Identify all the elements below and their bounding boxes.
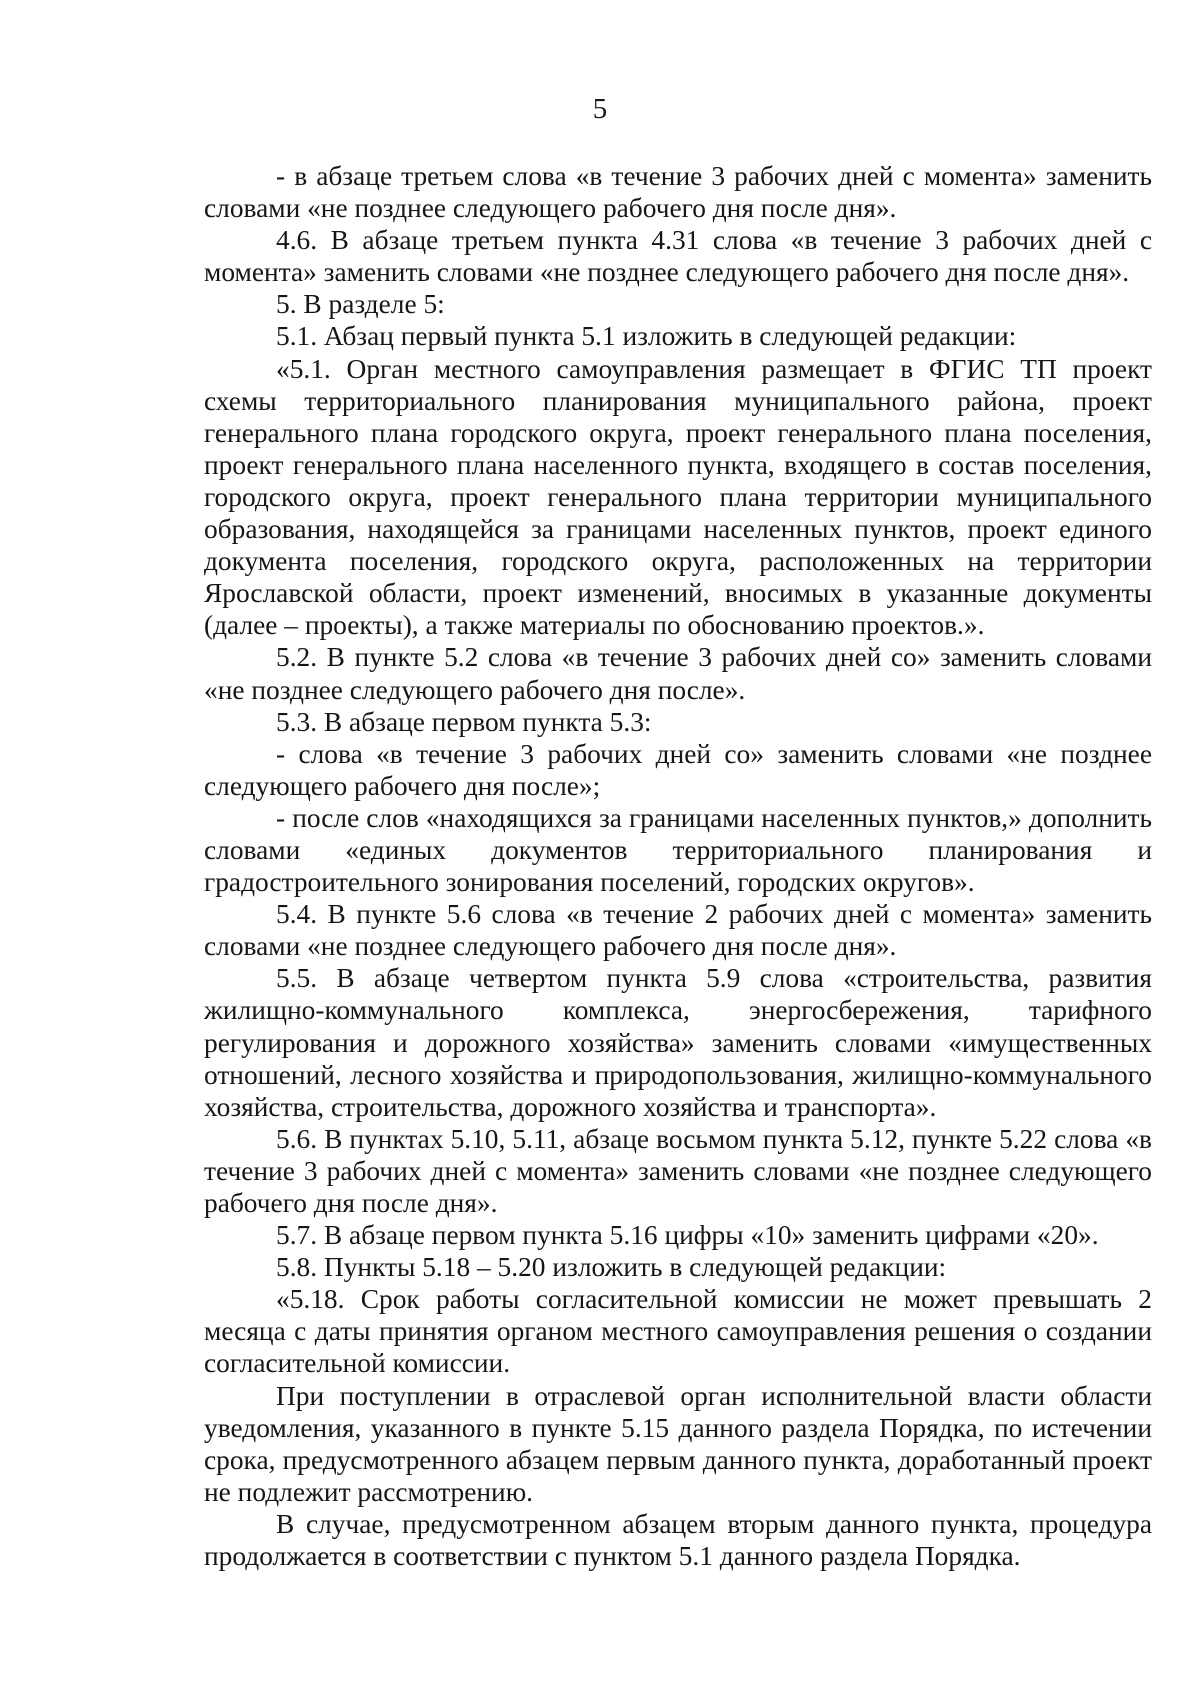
paragraph: 5.4. В пункте 5.6 слова «в течение 2 рабочих дней с момента» заменить словами «не позднее следующего рабочего дня после дня». xyxy=(204,899,1152,962)
paragraph: - в абзаце третьем слова «в течение 3 рабочих дней с момента» заменить словами «не позднее следующего рабочего дня после дня». xyxy=(204,161,1152,224)
paragraph: 5.6. В пунктах 5.10, 5.11, абзаце восьмом пункта 5.12, пункте 5.22 слова «в течение 3 рабочих дней с момента» заменить словами «не позднее следующего рабочего дня после дня». xyxy=(204,1123,1152,1218)
paragraph: «5.1. Орган местного самоуправления размещает в ФГИС ТП проект схемы территориального планирования муниципального района, проект генерального плана городского округа, проект генерального плана поселения, проект генерального плана населенного пункта, входящего в состав поселения, городского округа, проект генерального плана территории муниципального образования, находящейся за границами населенных пунктов, проект единого документа поселения, городского округа, расположенных на территории Ярославской области, проект изменений, вносимых в указанные документы (далее – проекты), а также материалы по обоснованию проектов.». xyxy=(204,353,1152,641)
paragraph: 4.6. В абзаце третьем пункта 4.31 слова «в течение 3 рабочих дней с момента» заменить словами «не позднее следующего рабочего дня после дня». xyxy=(204,225,1152,288)
paragraph: «5.18. Срок работы согласительной комиссии не может превышать 2 месяца с даты принятия органом местного самоуправления решения о создании согласительной комиссии. xyxy=(204,1284,1152,1379)
paragraph: 5.8. Пункты 5.18 – 5.20 изложить в следующей редакции: xyxy=(276,1252,947,1283)
paragraph: 5.1. Абзац первый пункта 5.1 изложить в следующей редакции: xyxy=(276,321,1017,352)
paragraph: 5. В разделе 5: xyxy=(276,289,445,320)
paragraph: - слова «в течение 3 рабочих дней со» заменить словами «не позднее следующего рабочего дня после»; xyxy=(204,738,1152,801)
paragraph: 5.7. В абзаце первом пункта 5.16 цифры «10» заменить цифрами «20». xyxy=(276,1220,1099,1251)
paragraph: 5.2. В пункте 5.2 слова «в течение 3 рабочих дней со» заменить словами «не позднее следующего рабочего дня после». xyxy=(204,642,1152,705)
page-number: 5 xyxy=(592,93,608,125)
paragraph: - после слов «находящихся за границами населенных пунктов,» дополнить словами «единых документов территориального планирования и градостроительного зонирования поселений, городских округов». xyxy=(204,802,1152,898)
paragraph: В случае, предусмотренном абзацем вторым данного пункта, процедура продолжается в соответствии с пунктом 5.1 данного раздела Порядка. xyxy=(204,1508,1152,1572)
document-body xyxy=(204,160,1152,1572)
paragraph: 5.3. В абзаце первом пункта 5.3: xyxy=(276,706,652,737)
paragraph: 5.5. В абзаце четвертом пункта 5.9 слова «строительства, развития жилищно-коммунального комплекса, энергосбережения, тарифного регулирования и дорожного хозяйства» заменить словами «имущественных отношений, лесного хозяйства и природопользования, жилищно-коммунального хозяйства, строительства, дорожного хозяйства и транспорта». xyxy=(204,963,1152,1122)
paragraph: При поступлении в отраслевой орган исполнительной власти области уведомления, указанного в пункте 5.15 данного раздела Порядка, по истечении срока, предусмотренного абзацем первым данного пункта, доработанный проект не подлежит рассмотрению. xyxy=(204,1380,1152,1507)
